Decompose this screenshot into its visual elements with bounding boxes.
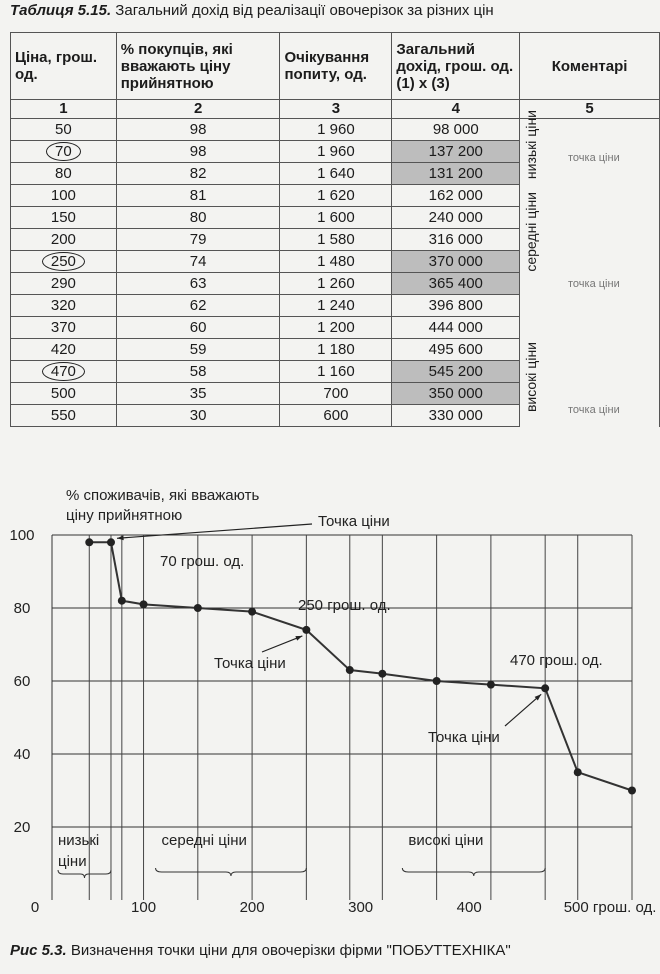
x-tick-label: 300 — [348, 899, 374, 916]
data-point — [302, 626, 310, 634]
point-note: точка ціни — [568, 404, 620, 416]
price-cell: 370 — [11, 317, 117, 339]
data-point — [118, 597, 126, 605]
annotation-250: 250 грош. од. — [298, 597, 391, 614]
demand-cell: 1 960 — [280, 141, 392, 163]
demand-cell: 1 160 — [280, 361, 392, 383]
table-row — [11, 251, 660, 273]
demand-cell: 1 200 — [280, 317, 392, 339]
data-point — [487, 681, 495, 689]
col-number: 2 — [116, 100, 280, 119]
figure-caption-text: Визначення точки ціни для овочерізки фірми "ПОБУТТЕХНІКА" — [66, 942, 511, 959]
y-axis-title: % споживачів, які вважають ціну прийнятною — [66, 487, 260, 524]
revenue-cell: 316 000 — [392, 229, 520, 251]
price-cell: 250 — [11, 251, 117, 273]
revenue-cell: 350 000 — [392, 383, 520, 405]
header-comments: Коментарі — [520, 33, 660, 100]
zone-brace — [156, 868, 307, 876]
revenue-cell: 330 000 — [392, 405, 520, 427]
table-row — [11, 185, 660, 207]
revenue-cell: 545 200 — [392, 361, 520, 383]
x-tick-label: 100 — [131, 899, 157, 916]
annotation-price-point: Точка ціни — [318, 513, 390, 530]
zone-brace — [402, 868, 545, 876]
price-cell: 420 — [11, 339, 117, 361]
chart-axes — [9, 527, 656, 916]
revenue-cell: 396 800 — [392, 295, 520, 317]
zone-brace — [58, 870, 111, 878]
point-note: точка ціни — [568, 152, 620, 164]
y-tick-label: 40 — [13, 746, 31, 763]
table-row — [11, 317, 660, 339]
demand-cell: 600 — [280, 405, 392, 427]
percent-cell: 79 — [116, 229, 280, 251]
y-tick-label: 100 — [9, 527, 35, 544]
chart-grid — [52, 535, 632, 900]
demand-cell: 1 240 — [280, 295, 392, 317]
point-note: точка ціни — [568, 278, 620, 290]
data-point — [346, 666, 354, 674]
percent-cell: 63 — [116, 273, 280, 295]
revenue-cell: 131 200 — [392, 163, 520, 185]
table-row — [11, 405, 660, 427]
annotation-70: 70 грош. од. — [160, 553, 245, 570]
comment-mid-prices: середні ціни — [523, 192, 539, 272]
svg-text:високі ціни: високі ціни — [408, 832, 484, 849]
table-caption-text: Загальний дохід від реалізації овочерізок за різних цін — [111, 2, 494, 19]
price-cell: 550 — [11, 405, 117, 427]
table-caption — [10, 2, 494, 19]
table-row — [11, 229, 660, 251]
annotation-arrow — [117, 524, 312, 538]
data-point — [194, 604, 202, 612]
table-row — [11, 207, 660, 229]
price-cell: 320 — [11, 295, 117, 317]
data-point — [107, 538, 115, 546]
table-row — [11, 383, 660, 405]
col-number: 4 — [392, 100, 520, 119]
table-body — [11, 110, 660, 427]
col-number: 5 — [520, 100, 660, 119]
annotation-470: 470 грош. од. — [510, 652, 603, 669]
price-point-chart — [0, 480, 660, 940]
revenue-cell: 495 600 — [392, 339, 520, 361]
revenue-table — [10, 32, 660, 427]
percent-cell: 81 — [116, 185, 280, 207]
table-row — [11, 163, 660, 185]
demand-cell: 700 — [280, 383, 392, 405]
percent-cell: 98 — [116, 119, 280, 141]
table-header-row — [11, 33, 660, 100]
revenue-cell: 162 000 — [392, 185, 520, 207]
data-point — [248, 608, 256, 616]
price-cell: 50 — [11, 119, 117, 141]
data-point — [85, 538, 93, 546]
annotation-price-point: Точка ціни — [428, 729, 500, 746]
header-demand: Очікування попиту, од. — [280, 33, 392, 100]
x-tick-label: 200 — [239, 899, 265, 916]
demand-cell: 1 960 — [280, 119, 392, 141]
table-caption-label: Таблиця 5.15. — [10, 2, 112, 19]
y-tick-label: 80 — [13, 600, 31, 617]
figure-caption — [10, 942, 511, 959]
price-cell: 200 — [11, 229, 117, 251]
svg-text:низькіціни: низькі ціни — [58, 832, 100, 870]
y-tick-label: 60 — [13, 673, 31, 690]
col-number: 1 — [11, 100, 117, 119]
percent-cell: 60 — [116, 317, 280, 339]
header-revenue: Загальний дохід, грош. од. (1) х (3) — [392, 33, 520, 100]
annotation-arrow — [505, 694, 541, 726]
revenue-cell: 365 400 — [392, 273, 520, 295]
x-tick-label: 400 — [456, 899, 482, 916]
annotation-price-point: Точка ціни — [214, 655, 286, 672]
price-cell: 290 — [11, 273, 117, 295]
revenue-cell: 370 000 — [392, 251, 520, 273]
chart-labels — [58, 487, 603, 878]
revenue-cell: 240 000 — [392, 207, 520, 229]
column-numbers-row — [11, 100, 660, 119]
header-percent: % покупців, які вважають ціну прийнятною — [116, 33, 280, 100]
price-cell: 80 — [11, 163, 117, 185]
x-tick-label: 500 грош. од. — [563, 899, 657, 916]
revenue-cell: 444 000 — [392, 317, 520, 339]
annotation-arrowhead — [295, 636, 302, 641]
revenue-cell: 137 200 — [392, 141, 520, 163]
header-price: Ціна, грош. од. — [11, 33, 117, 100]
data-point — [140, 600, 148, 608]
revenue-cell: 98 000 — [392, 119, 520, 141]
demand-cell: 1 180 — [280, 339, 392, 361]
x-tick-label: 0 — [30, 899, 40, 916]
percent-cell: 30 — [116, 405, 280, 427]
percent-cell: 98 — [116, 141, 280, 163]
demand-cell: 1 600 — [280, 207, 392, 229]
data-point — [378, 670, 386, 678]
percent-cell: 80 — [116, 207, 280, 229]
demand-cell: 1 580 — [280, 229, 392, 251]
data-point — [541, 684, 549, 692]
zone-mid — [156, 832, 307, 876]
percent-cell: 82 — [116, 163, 280, 185]
price-cell: 150 — [11, 207, 117, 229]
table-row — [11, 119, 660, 141]
table-row — [11, 361, 660, 383]
demand-cell: 1 620 — [280, 185, 392, 207]
table-row — [11, 141, 660, 163]
data-point — [433, 677, 441, 685]
percent-cell: 62 — [116, 295, 280, 317]
price-cell: 100 — [11, 185, 117, 207]
price-cell: 470 — [11, 361, 117, 383]
demand-cell: 1 640 — [280, 163, 392, 185]
comment-low-prices: низькі ціни — [523, 110, 539, 180]
zone-high — [402, 832, 545, 876]
col-number: 3 — [280, 100, 392, 119]
demand-cell: 1 480 — [280, 251, 392, 273]
table-row — [11, 339, 660, 361]
percent-cell: 58 — [116, 361, 280, 383]
percent-cell: 35 — [116, 383, 280, 405]
percent-cell: 74 — [116, 251, 280, 273]
price-cell: 500 — [11, 383, 117, 405]
y-tick-label: 20 — [13, 819, 31, 836]
table-row — [11, 295, 660, 317]
price-cell: 70 — [11, 141, 117, 163]
svg-text:середні ціни: середні ціни — [161, 832, 247, 849]
comment-high-prices: високі ціни — [523, 341, 539, 412]
data-point — [574, 768, 582, 776]
data-point — [628, 787, 636, 795]
table-row — [11, 273, 660, 295]
demand-cell: 1 260 — [280, 273, 392, 295]
zone-low — [58, 832, 111, 878]
figure-caption-label: Рис 5.3. — [10, 942, 67, 959]
percent-cell: 59 — [116, 339, 280, 361]
